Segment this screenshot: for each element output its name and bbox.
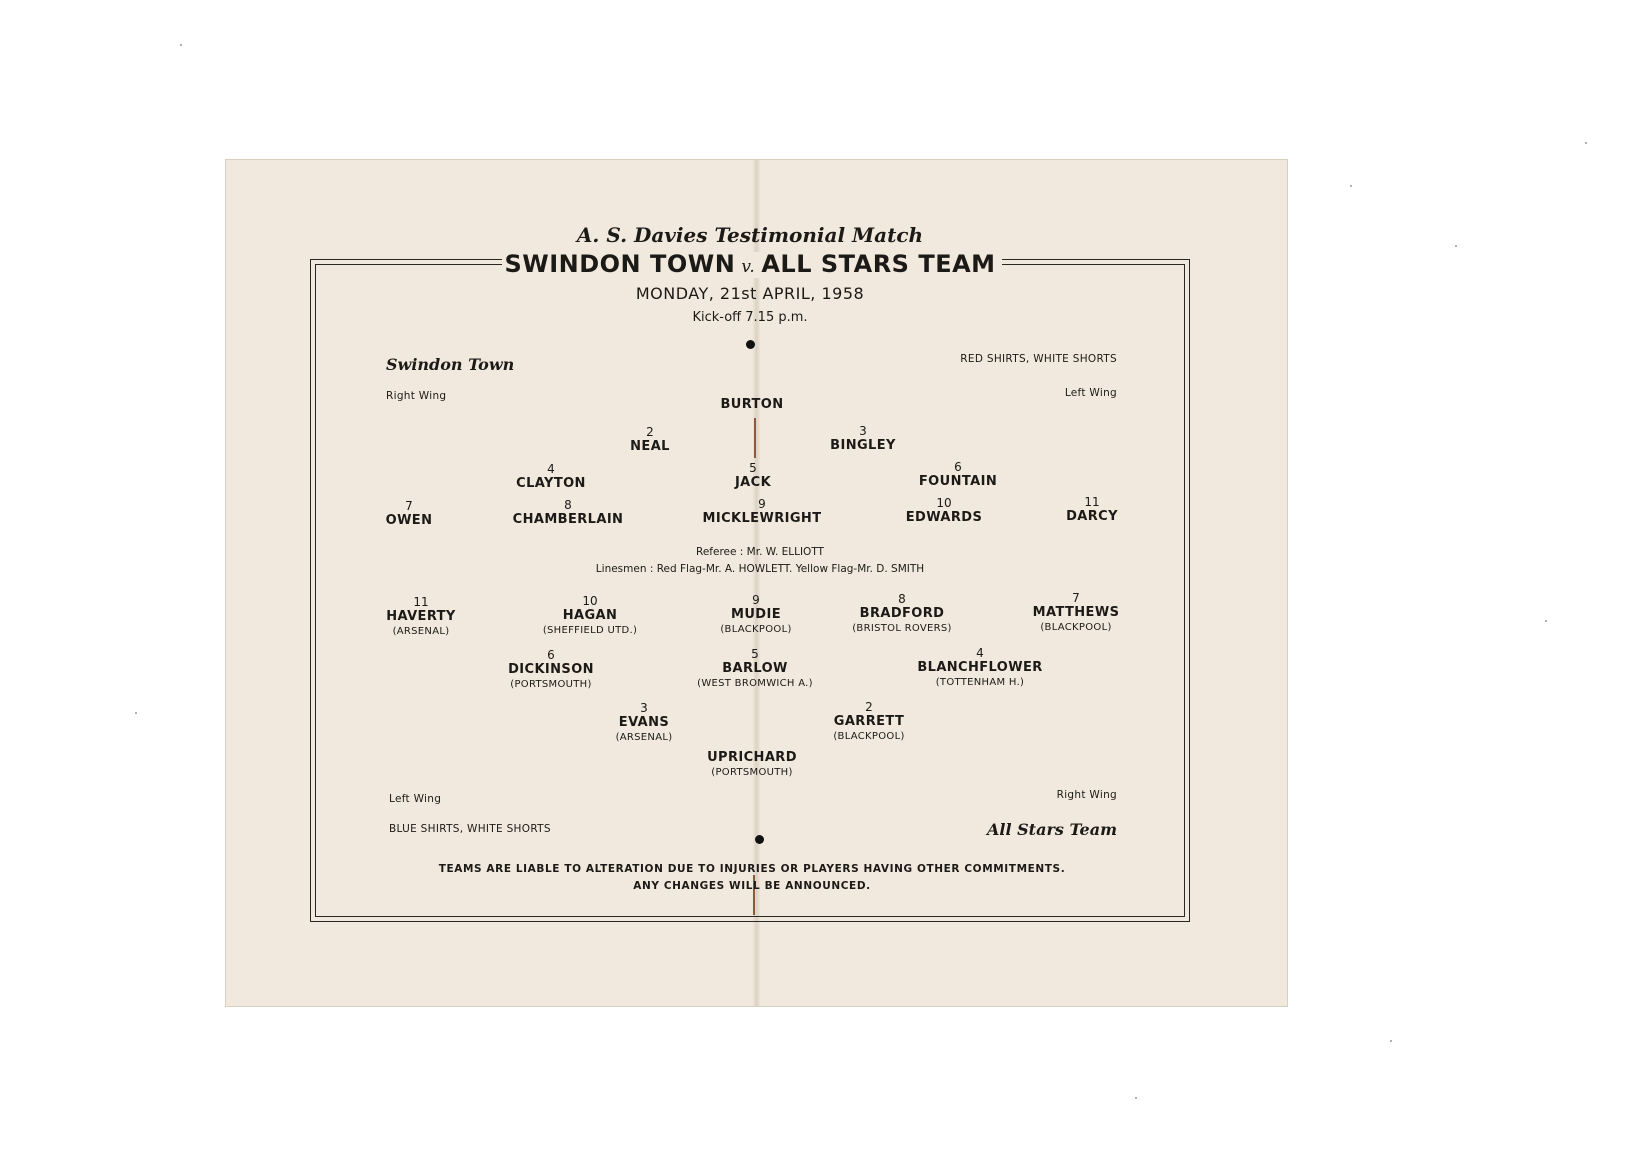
away-player-goalkeeper: UPRICHARD (PORTSMOUTH): [707, 750, 797, 778]
programme-sheet: [226, 160, 1287, 1006]
away-team-heading: ALL STARS TEAM: [761, 250, 996, 278]
home-player-left-half: 6 FOUNTAIN: [918, 460, 998, 489]
home-left-wing-label: Left Wing: [1064, 387, 1117, 399]
referee: Referee : Mr. W. ELLIOTT: [696, 546, 824, 558]
staple-stitch: [754, 418, 756, 458]
away-player-inside-left: 10 HAGAN (SHEFFIELD UTD.): [542, 594, 638, 636]
away-player-outside-right: 7 MATTHEWS (BLACKPOOL): [1032, 591, 1120, 633]
away-player-left-back: 3 EVANS (ARSENAL): [615, 701, 673, 743]
home-player-centre-half: 5 JACK: [734, 461, 772, 490]
away-team-colours: BLUE SHIRTS, WHITE SHORTS: [389, 823, 551, 835]
match-date: MONDAY, 21st APRIL, 1958: [635, 284, 865, 303]
home-team-colours: RED SHIRTS, WHITE SHORTS: [960, 353, 1117, 365]
home-player-goalkeeper: BURTON: [720, 397, 784, 412]
away-player-centre-forward: 9 MUDIE (BLACKPOOL): [720, 593, 792, 635]
changes-notice: ANY CHANGES WILL BE ANNOUNCED.: [633, 880, 871, 892]
fixture-heading: [504, 250, 995, 278]
away-player-inside-right: 8 BRADFORD (BRISTOL ROVERS): [852, 592, 952, 634]
away-player-outside-left: 11 HAVERTY (ARSENAL): [386, 595, 456, 637]
versus-label: v.: [741, 257, 756, 277]
home-player-outside-right: 7 OWEN: [385, 499, 433, 528]
away-player-right-back: 2 GARRETT (BLACKPOOL): [833, 700, 905, 742]
away-player-centre-half: 5 BARLOW (WEST BROMWICH A.): [697, 647, 813, 689]
linesmen: Linesmen : Red Flag-Mr. A. HOWLETT. Yellow Flag-Mr. D. SMITH: [595, 563, 925, 575]
away-team-name: All Stars Team: [986, 820, 1117, 839]
away-player-left-half: 6 DICKINSON (PORTSMOUTH): [508, 648, 594, 690]
home-player-centre-forward: 9 MICKLEWRIGHT: [702, 497, 822, 526]
staple-hole-top: [746, 340, 755, 349]
home-player-outside-left: 11 DARCY: [1066, 495, 1118, 524]
home-player-inside-left: 10 EDWARDS: [905, 496, 983, 525]
home-team-name: Swindon Town: [386, 355, 515, 374]
alteration-notice: TEAMS ARE LIABLE TO ALTERATION DUE TO INJURIES OR PLAYERS HAVING OTHER COMMITMENTS.: [438, 863, 1066, 875]
staple-hole-bottom: [755, 835, 764, 844]
home-right-wing-label: Right Wing: [386, 390, 447, 402]
away-right-wing-label: Right Wing: [1056, 789, 1117, 801]
home-player-right-back: 2 NEAL: [630, 425, 670, 454]
away-left-wing-label: Left Wing: [389, 793, 442, 805]
home-player-inside-right: 8 CHAMBERLAIN: [512, 498, 624, 527]
home-player-left-back: 3 BINGLEY: [830, 424, 896, 453]
kickoff-time: Kick-off 7.15 p.m.: [692, 310, 808, 325]
away-player-right-half: 4 BLANCHFLOWER (TOTTENHAM H.): [917, 646, 1043, 688]
match-title: A. S. Davies Testimonial Match: [576, 223, 924, 247]
home-player-right-half: 4 CLAYTON: [516, 462, 586, 491]
home-team-heading: SWINDON TOWN: [504, 250, 736, 278]
